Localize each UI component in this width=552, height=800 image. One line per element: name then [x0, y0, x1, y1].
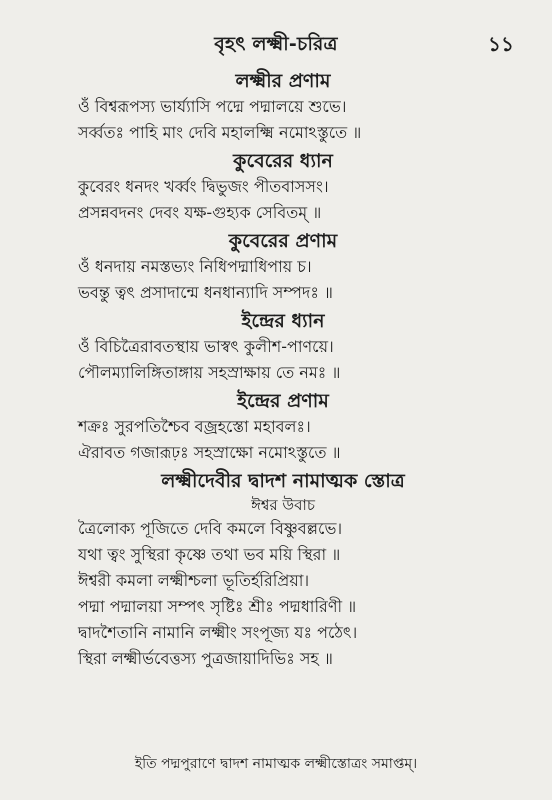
verse-line: প্রসন্নবদনং দেবং যক্ষ-গুহ্যক সেবিতম্ ॥: [78, 203, 322, 222]
verse-line: ওঁ বিশ্বরূপস্য ভার্য্যাসি পদ্মে পদ্মালয়ে শুভে।: [78, 97, 347, 116]
section-indra-pranam: [78, 388, 488, 466]
colophon: ইতি পদ্মপুরাণে দ্বাদশ নামাত্মক লক্ষ্মীস্তোত্রং সমাপ্তম্।: [134, 756, 418, 772]
section-heading: ইন্দ্রের প্রণাম: [237, 390, 329, 412]
section-kuber-pranam: [78, 228, 488, 306]
section-heading: লক্ষ্মীর প্রণাম: [235, 70, 331, 92]
section-heading: কুবেরের প্রণাম: [228, 230, 338, 252]
running-title: বৃহৎ লক্ষ্মী-চরিত্র: [214, 33, 338, 55]
verse-line: ওঁ ধনদায় নমস্তভ্যং নিধিপদ্মাধিপায় চ।: [78, 257, 312, 276]
verse-line: স্থিরা লক্ষ্মীর্ভবেত্তস্য পুত্রজায়াদিভিঃ সহ ॥: [78, 649, 333, 668]
verse-line: দ্বাদশৈতানি নামানি লক্ষ্মীং সংপূজ্য যঃ পঠেৎ।: [78, 623, 358, 642]
verse-line: সর্ব্বতঃ পাহি মাং দেবি মহালক্ষ্মি নমোঽস্তুতে ॥: [78, 123, 362, 142]
verse-line: যথা ত্বং সুস্থিরা কৃষ্ণে তথা ভব ময়ি স্থিরা ॥: [78, 545, 341, 564]
verse-line: পদ্মা পদ্মালয়া সম্পৎ সৃষ্টিঃ শ্রীঃ পদ্মধারিণী ॥: [78, 597, 357, 616]
section-lakshmi-stotra: [78, 468, 488, 672]
verse-line: ভবন্তু ত্বৎ প্রসাদান্মে ধনধান্যাদি সম্পদঃ ॥: [78, 283, 333, 302]
section-subheading: ঈশ্বর উবাচ: [251, 496, 315, 514]
page-content: [78, 66, 488, 672]
verse-line: ঐরাবত গজারূঢ়ঃ সহস্রাক্ষো নমোঽস্তুতে ॥: [78, 443, 341, 462]
section-indra-dhyan: [78, 308, 488, 386]
verse-line: শক্রঃ সুরপতিশ্চৈব বজ্রহস্তো মহাবলঃ।: [78, 417, 311, 436]
verse-line: কুবেরং ধনদং খর্ব্বং দ্বিভুজং পীতবাসসং।: [78, 177, 329, 196]
page-number: ১১: [488, 32, 514, 56]
page-header: [0, 30, 552, 60]
verse-line: ঈশ্বরী কমলা লক্ষ্মীশ্চলা ভূতির্হরিপ্রিয়া।: [78, 571, 310, 590]
section-kuber-dhyan: [78, 148, 488, 226]
section-lakshmi-pranam: [78, 68, 488, 146]
verse-line: ওঁ বিচিত্রৈরাবতস্থায় ভাস্বৎ কুলীশ-পাণয়ে।: [78, 337, 334, 356]
section-heading: লক্ষ্মীদেবীর দ্বাদশ নামাত্মক স্তোত্র: [161, 470, 405, 492]
verse-line: ত্রৈলোক্য পূজিতে দেবি কমলে বিষ্ণুবল্লভে।: [78, 519, 343, 538]
section-heading: কুবেরের ধ্যান: [233, 150, 333, 172]
verse-line: পৌলম্যালিঙ্গিতাঙ্গায় সহস্রাক্ষায় তে নমঃ ॥: [78, 363, 341, 382]
section-heading: ইন্দ্রের ধ্যান: [241, 310, 325, 332]
